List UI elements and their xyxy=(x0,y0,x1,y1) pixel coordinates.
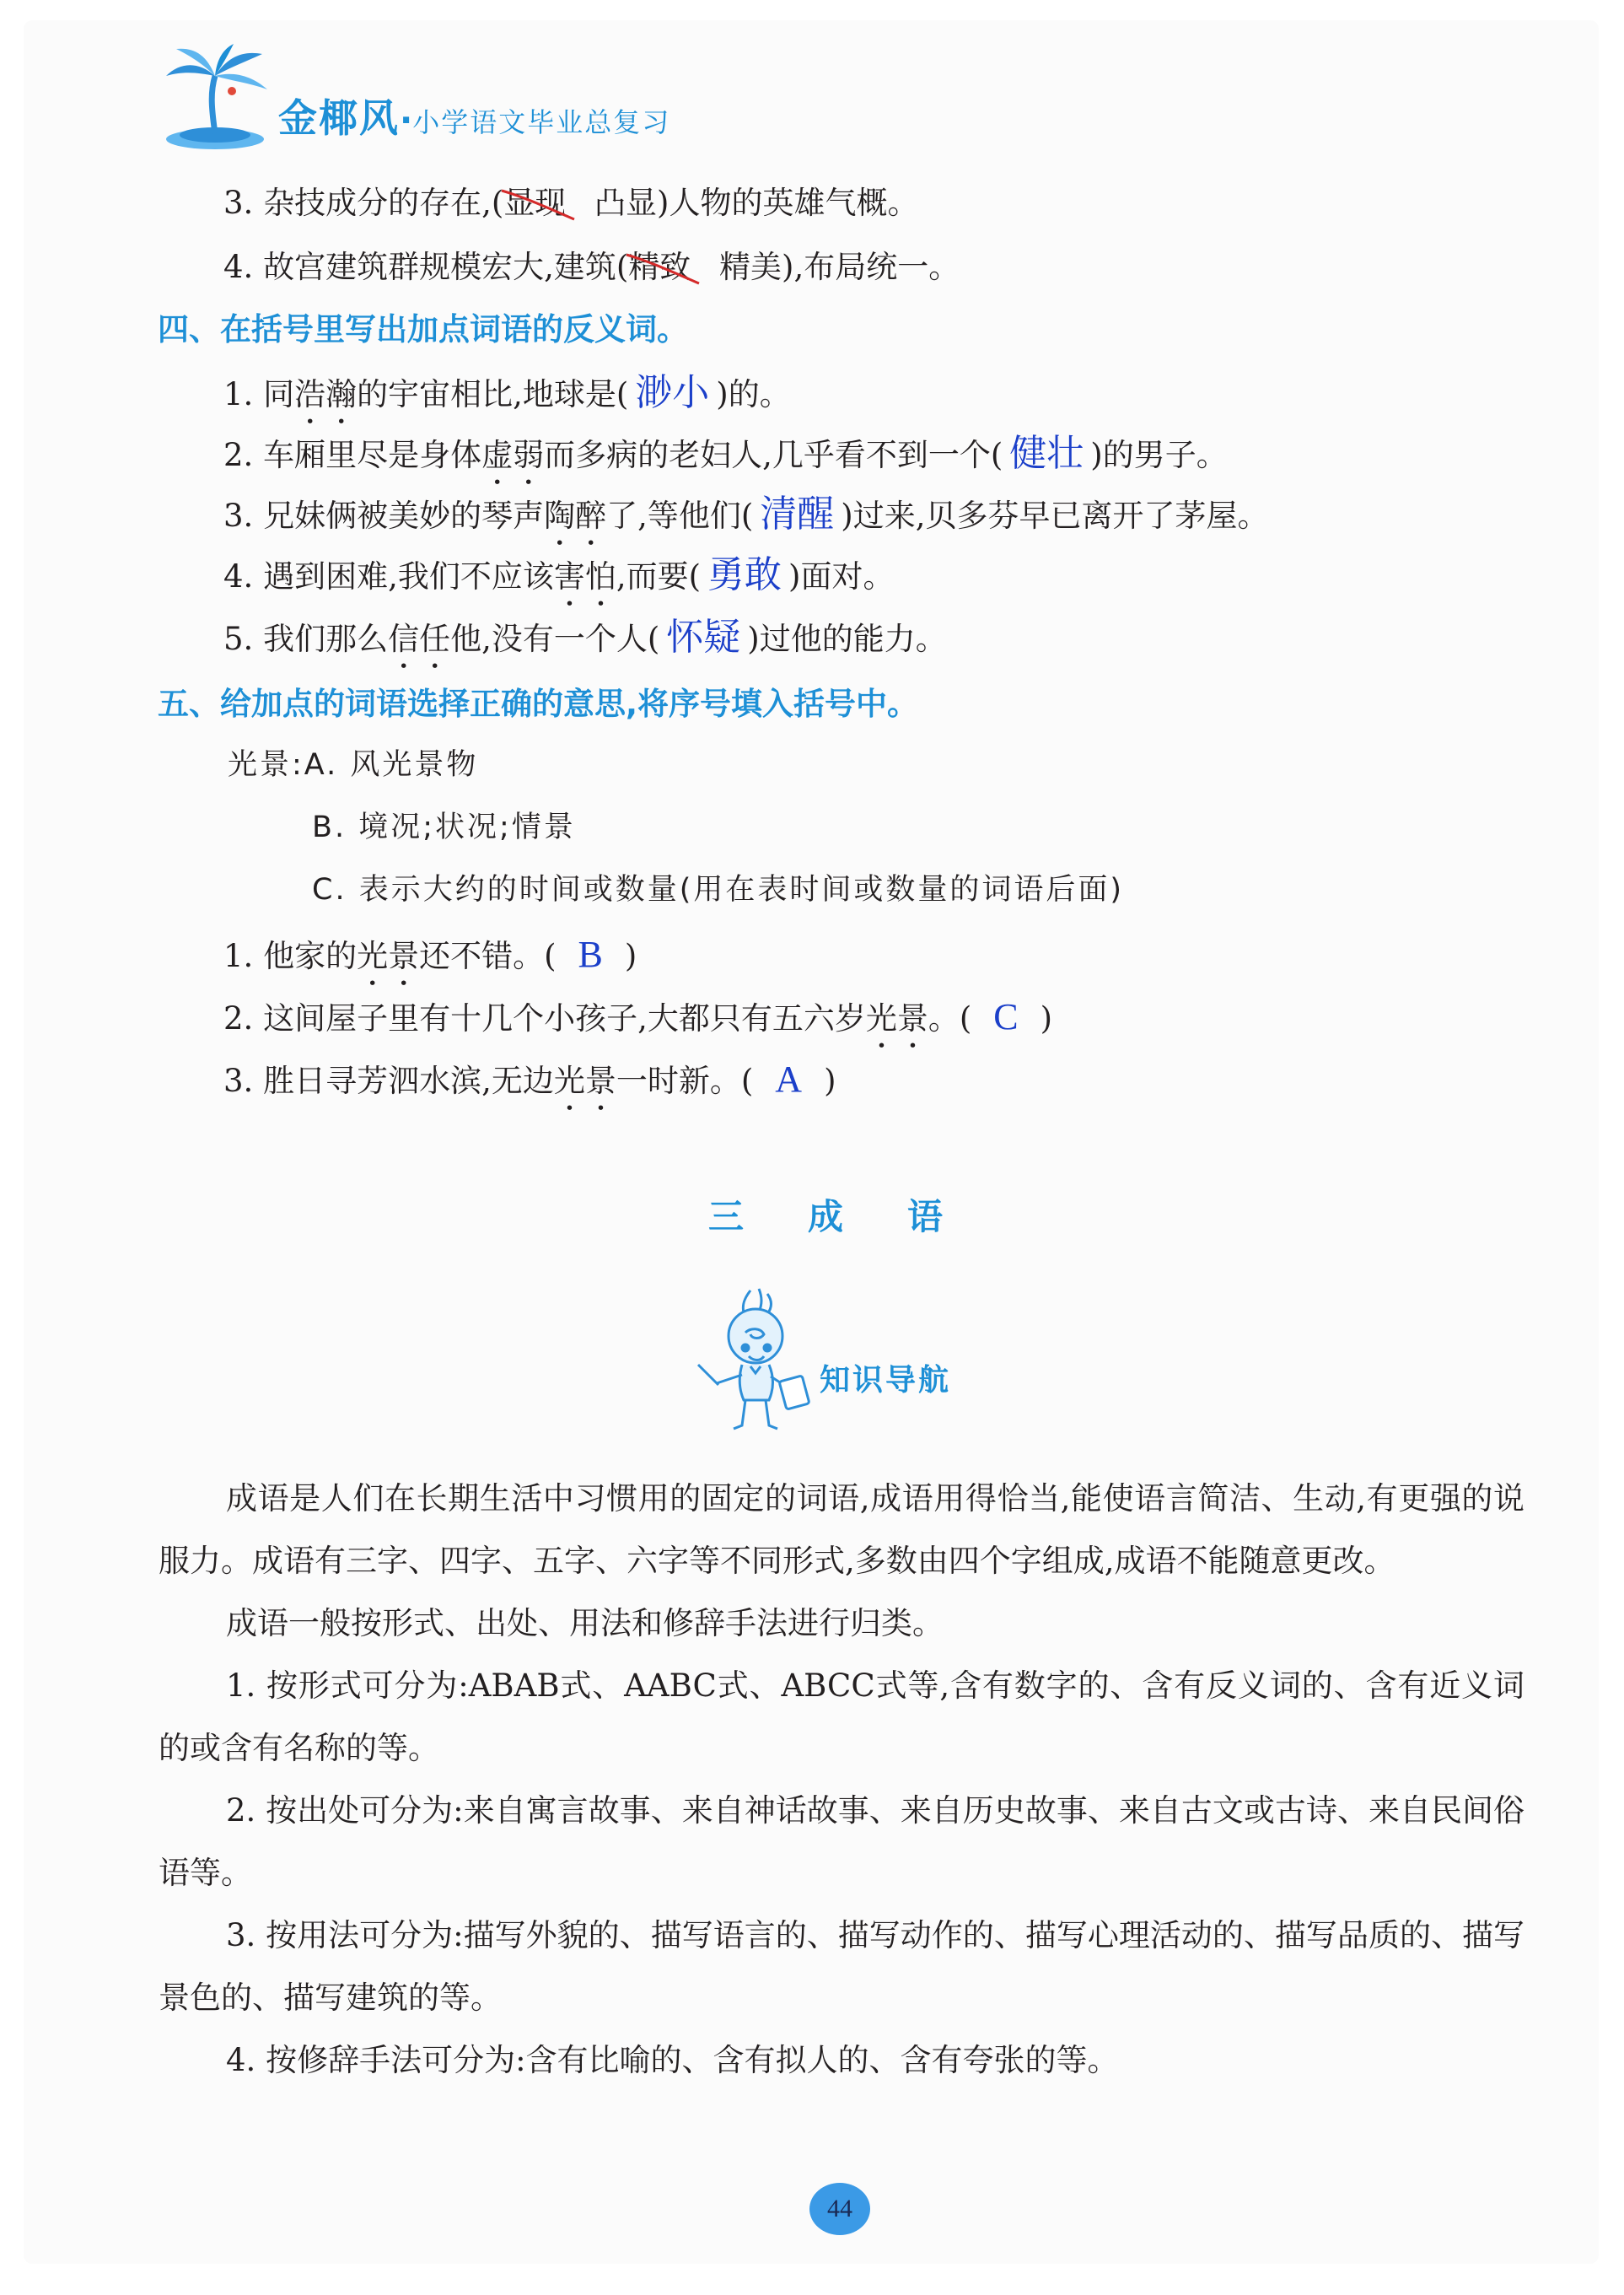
meaning-item-3: 3. 胜日寻芳泗水滨,无边光景一时新。( A ) xyxy=(223,1059,836,1100)
strike-mark-icon xyxy=(500,182,576,224)
struck-option: 显现 xyxy=(503,187,566,218)
antonym-item-5: 5. 我们那么信任他,没有一个人( 怀疑 )过他的能力。 xyxy=(223,616,947,659)
palm-tree-logo-icon xyxy=(156,42,282,152)
body-paragraph-6: 4. 按修辞手法可分为:含有比喻的、含有拟人的、含有夸张的等。 xyxy=(226,2042,1119,2078)
section-4-heading: 四、在括号里写出加点词语的反义词。 xyxy=(158,311,688,347)
answer-text: 健壮 xyxy=(1009,432,1084,475)
chapter-title: 三 成 语 xyxy=(708,1196,944,1237)
body-paragraph-5: 3. 按用法可分为:描写外貌的、描写语言的、描写动作的、描写心理活动的、描写品质的、描写景色的、描写建筑的等。 xyxy=(159,1917,1525,2016)
strike-mark-icon xyxy=(625,246,701,288)
page-number: 44 xyxy=(809,2183,870,2235)
dotted-word: 害怕 xyxy=(553,558,616,595)
dotted-word: 光景 xyxy=(553,1063,616,1099)
definition-b: B. 境况;状况;情景 xyxy=(312,811,576,844)
dotted-word: 光景 xyxy=(357,938,420,974)
body-paragraph-3: 1. 按形式可分为:ABAB式、AABC式、ABCC式等,含有数字的、含有反义词的、含有近义词的或含有名称的等。 xyxy=(159,1667,1525,1766)
section-5-heading: 五、给加点的词语选择正确的意思,将序号填入括号中。 xyxy=(158,686,919,722)
antonym-item-3: 3. 兄妹俩被美妙的琴声陶醉了,等他们( 清醒 )过来,贝多芬早已离开了茅屋。 xyxy=(223,493,1269,536)
dotted-word: 浩瀚 xyxy=(294,376,358,412)
brand-separator: · xyxy=(400,101,413,140)
dotted-word: 虚弱 xyxy=(481,437,545,473)
brand-subtitle: 小学语文毕业总复习 xyxy=(412,106,671,138)
answer-text: 怀疑 xyxy=(666,616,741,659)
answer-text: 渺小 xyxy=(635,371,710,414)
dotted-word: 信任 xyxy=(388,621,451,657)
brand-name: 金椰风 xyxy=(278,95,400,141)
body-paragraph-2: 成语一般按形式、出处、用法和修辞手法进行归类。 xyxy=(226,1605,944,1641)
choice-item-4: 4. 故宫建筑群规模宏大,建筑(精致 精美),布局统一。 xyxy=(223,251,960,283)
meaning-item-1: 1. 他家的光景还不错。( B ) xyxy=(223,934,637,975)
body-paragraph-4: 2. 按出处可分为:来自寓言故事、来自神话故事、来自历史故事、来自古文或古诗、来自民间俗语等。 xyxy=(159,1792,1525,1891)
mascot-teacher-icon xyxy=(691,1284,818,1444)
page-header xyxy=(156,42,915,160)
dotted-word: 光景 xyxy=(865,1000,928,1037)
answer-letter: A xyxy=(775,1059,803,1100)
choice-item-3: 3. 杂技成分的存在,(显现 凸显)人物的英雄气概。 xyxy=(223,187,918,218)
brand-title xyxy=(278,88,670,143)
answer-letter: C xyxy=(993,996,1019,1037)
answer-text: 清醒 xyxy=(760,493,835,536)
struck-option: 精致 xyxy=(628,251,691,283)
meaning-item-2: 2. 这间屋子里有十几个小孩子,大都只有五六岁光景。( C ) xyxy=(223,996,1053,1037)
antonym-item-4: 4. 遇到困难,我们不应该害怕,而要( 勇敢 )面对。 xyxy=(223,553,895,596)
definition-c: C. 表示大约的时间或数量(用在表时间或数量的词语后面) xyxy=(312,873,1125,907)
dotted-word: 陶醉 xyxy=(544,498,607,534)
antonym-item-1: 1. 同浩瀚的宇宙相比,地球是( 渺小 )的。 xyxy=(223,371,791,414)
body-paragraph-1: 成语是人们在长期生活中习惯用的固定的词语,成语用得恰当,能使语言简洁、生动,有更强的说服力。成语有三字、四字、五字、六字等不同形式,多数由四个字组成,成语不能随意更改。 xyxy=(159,1480,1525,1579)
answer-text: 勇敢 xyxy=(707,553,782,596)
definition-a: 光景:A. 风光景物 xyxy=(228,748,479,782)
antonym-item-2: 2. 车厢里尽是身体虚弱而多病的老妇人,几乎看不到一个( 健壮 )的男子。 xyxy=(223,432,1228,475)
knowledge-nav-label: 知识导航 xyxy=(820,1363,952,1398)
answer-letter: B xyxy=(578,934,603,975)
